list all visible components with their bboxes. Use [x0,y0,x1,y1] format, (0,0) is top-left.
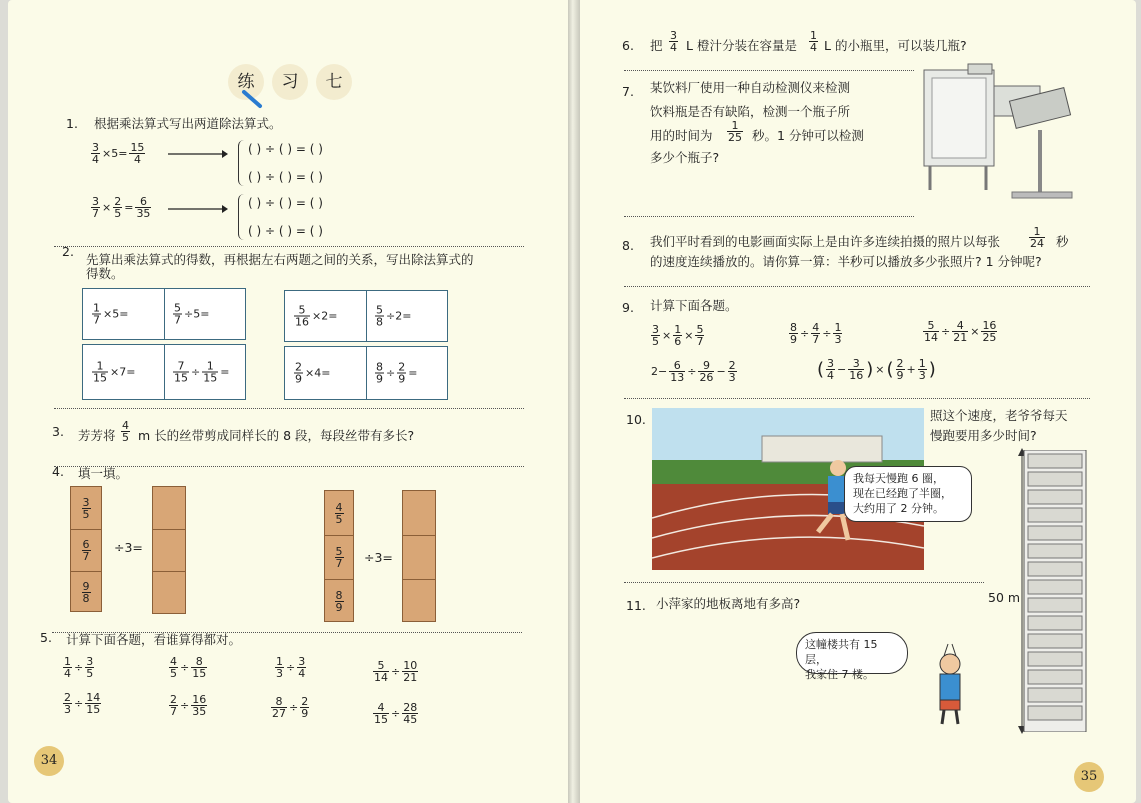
q1-number: 1. [66,116,78,131]
q5-expr: $\frac{1}{4}$ ÷ $\frac{3}{5}$ [64,655,94,680]
q2-text-line1: 先算出乘法算式的得数，再根据左右两题之间的关系，写出除法算式的 [86,252,474,267]
bubble-line: 这幢楼共有 15 层， [805,638,878,666]
q10-line1: 照这个速度，老爷爷每天 [930,408,1068,423]
q3-text-a: 芳芳将 [78,428,116,443]
speech-bubble [844,466,972,522]
girl-figure-image [920,640,976,728]
q9-expr: $\frac{3}{5}$ × $\frac{1}{6}$ × $\frac{5}{7}$ [652,323,704,348]
q8-number: 8. [622,238,634,253]
blank-equation: ( ) ÷ ( ) = ( ) [248,142,323,156]
q6-text-c: L 的小瓶里，可以装几瓶? [824,38,967,53]
divider [624,216,914,217]
divide-3-op: ÷3= [114,540,143,555]
book-card: $\frac{2}{9}$ ×4= $\frac{8}{9}$ ÷ $\frac{2}{9}$ = [284,346,448,400]
q8-line2: 的速度连续播放的。请你算一算：半秒可以播放多少张照片? 1 分钟呢? [650,254,1042,269]
q11-text: 小萍家的地板离地有多高? [656,596,801,611]
q9-expr: 2− $\frac{6}{13}$ ÷ $\frac{9}{26}$ − $\frac{2}{3}$ [651,359,736,384]
q5-expr: $\frac{5}{14}$ ÷ $\frac{10}{21}$ [374,659,418,684]
q3-text-b: m 长的丝带剪成同样长的 8 段，每段丝带有多长? [138,428,415,443]
speech-bubble [796,632,908,681]
page-number: 34 [34,746,64,776]
q10-number: 10. [626,412,646,427]
answer-strip [152,486,186,614]
q11-number: 11. [626,598,646,613]
q5-number: 5. [40,630,52,645]
q6-fraction: $\frac{1}{4}$ [810,29,817,54]
q5-expr: $\frac{2}{7}$ ÷ $\frac{16}{35}$ [170,693,207,718]
divide-3-op: ÷3= [364,550,393,565]
answer-strip [402,490,436,622]
q5-text: 计算下面各题，看谁算得都对。 [66,632,242,647]
bracket [238,194,245,240]
q7-line3a: 用的时间为 [650,128,713,143]
q7-line4: 多少个瓶子? [650,150,720,165]
bubble-line: 我每天慢跑 6 圈， [853,472,944,485]
page-number: 35 [1074,762,1104,792]
q7-line1: 某饮料厂使用一种自动检测仪来检测 [650,80,851,95]
blank-equation: ( ) ÷ ( ) = ( ) [248,196,323,210]
right-page [580,0,1136,803]
q7-fraction: $\frac{1}{25}$ [728,119,742,144]
q7-line3b: 秒。1 分钟可以检测 [752,128,864,143]
title-char-3: 七 [316,64,352,100]
bubble-line: 现在已经跑了半圈， [853,487,952,500]
arrow-icon [168,148,228,160]
q7-number: 7. [622,84,634,99]
title-char-2: 习 [272,64,308,100]
q6-text-a: 把 [650,38,663,53]
q2-text-line2: 得数。 [86,266,124,281]
q5-expr: $\frac{4}{5}$ ÷ $\frac{8}{15}$ [170,655,207,680]
q5-expr: $\frac{8}{27}$ ÷ $\frac{2}{9}$ [272,695,309,720]
q5-expr: $\frac{1}{3}$ ÷ $\frac{3}{4}$ [276,655,306,680]
book-card: $\frac{1}{15}$ ×7= $\frac{7}{15}$ ÷ $\frac{1}{15}$ = [82,344,246,400]
building-image [1022,450,1088,732]
divider [54,246,524,247]
divider [624,582,984,583]
arrow-icon [168,203,228,215]
q1-eq-2: $\frac{3}{7}$ × $\frac{2}{5}$ = $\frac{6}{35}$ [92,195,151,220]
fraction-strip: $\frac{3}{5}$ $\frac{6}{7}$ $\frac{9}{8}$ [70,486,102,612]
divider [54,408,524,409]
q1-eq-1: $\frac{3}{4}$ ×5= $\frac{15}{4}$ [92,141,145,166]
divider [624,286,1090,287]
bracket [238,140,245,186]
q10-line2: 慢跑要用多少时间? [930,428,1037,443]
q6-fraction: $\frac{3}{4}$ [670,29,677,54]
bubble-line: 大约用了 2 分钟。 [853,502,944,515]
left-page [8,0,568,803]
q3-fraction: $\frac{4}{5}$ [122,419,129,444]
q3-number: 3. [52,424,64,439]
building-height-label: 50 m [988,590,1021,605]
magnifier-icon [238,84,264,110]
q4-text: 填一填。 [78,466,129,481]
blank-equation: ( ) ÷ ( ) = ( ) [248,224,323,238]
q9-expr: ( $\frac{3}{4}$ − $\frac{3}{16}$ ) × ( $\frac{2}{9}$ + $\frac{1}{3}$ ) [817,357,936,382]
q8-line1a: 我们平时看到的电影画面实际上是由许多连续拍摄的照片以每张 [650,234,1001,249]
divider [624,70,914,71]
q7-line2: 饮料瓶是否有缺陷，检测一个瓶子所 [650,104,851,119]
q5-expr: $\frac{4}{15}$ ÷ $\frac{28}{45}$ [374,701,418,726]
book-card: $\frac{1}{7}$ ×5= $\frac{5}{7}$ ÷5= [82,288,246,340]
bubble-line: 我家住 7 楼。 [805,668,874,681]
book-card: $\frac{5}{16}$ ×2= $\frac{5}{8}$ ÷2= [284,290,448,342]
q6-number: 6. [622,38,634,53]
q1-text: 根据乘法算式写出两道除法算式。 [94,116,282,131]
q4-number: 4. [52,464,64,479]
divider [624,398,1090,399]
q8-line1b: 秒 [1056,234,1069,249]
q5-expr: $\frac{2}{3}$ ÷ $\frac{14}{15}$ [64,691,101,716]
q9-expr: $\frac{8}{9}$ ÷ $\frac{4}{7}$ ÷ $\frac{1}{3}$ [790,321,842,346]
blank-equation: ( ) ÷ ( ) = ( ) [248,170,323,184]
q9-expr: $\frac{5}{14}$ ÷ $\frac{4}{21}$ × $\frac{16}{25}$ [924,319,997,344]
q6-text-b: L 橙汁分装在容量是 [686,38,797,53]
book-gutter [568,0,580,803]
q9-number: 9. [622,300,634,315]
q9-text: 计算下面各题。 [650,298,738,313]
q2-number: 2. [62,244,74,259]
detector-machine-image [916,58,1096,208]
fraction-strip: $\frac{4}{5}$ $\frac{5}{7}$ $\frac{8}{9}$ [324,490,354,622]
q8-fraction: $\frac{1}{24}$ [1030,225,1044,250]
title-char-1: 练 [228,64,264,100]
